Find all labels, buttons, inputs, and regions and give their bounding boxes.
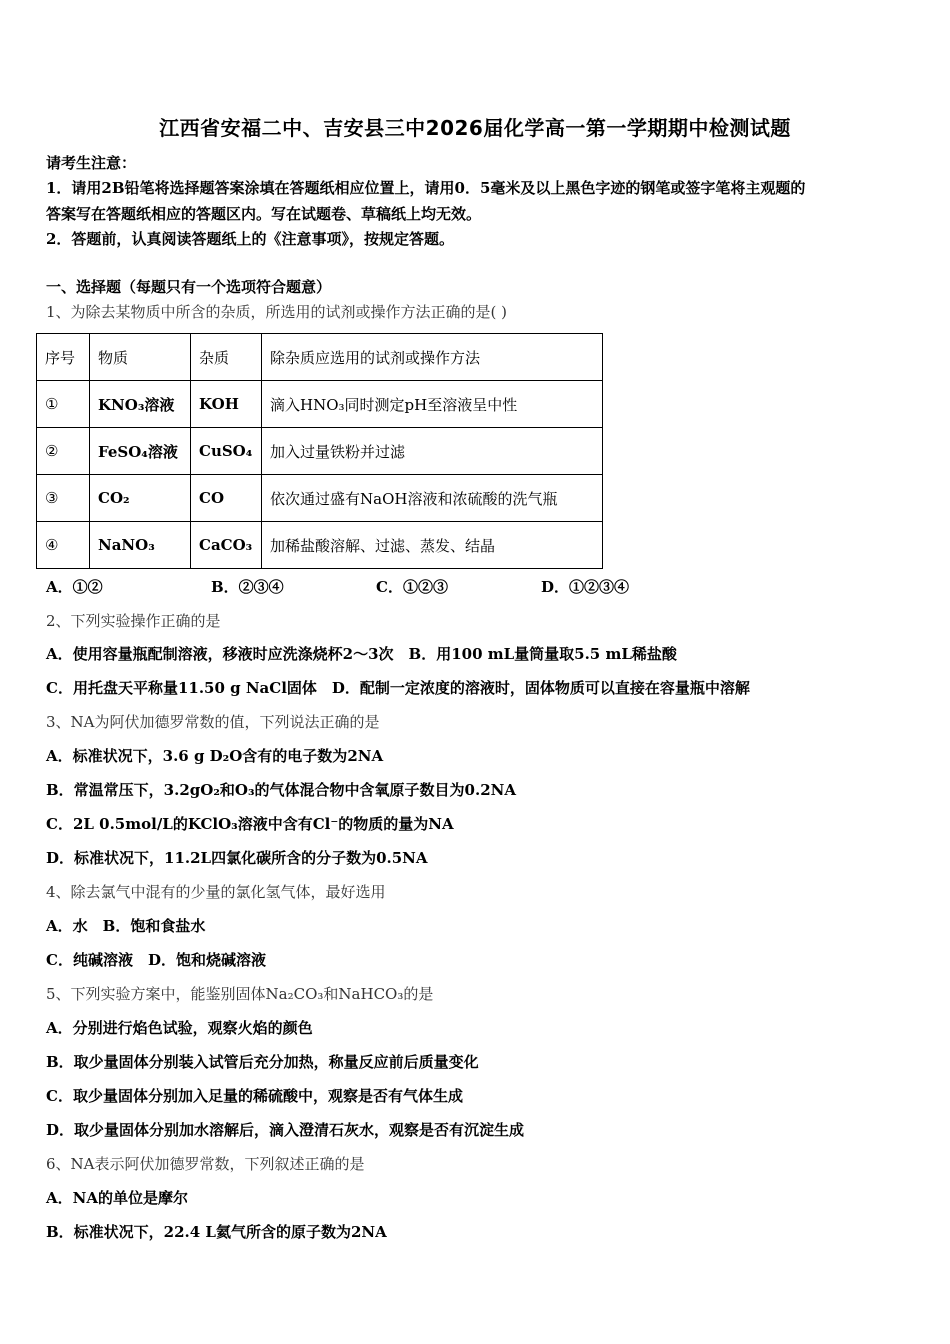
table-row bbox=[37, 428, 603, 475]
exam-title: 江西省安福二中、吉安县三中2026届化学高一第一学期期中检测试题 bbox=[159, 116, 791, 140]
option-b: B．②③④ bbox=[211, 578, 284, 596]
section-heading: 一、选择题（每题只有一个选项符合题意） bbox=[46, 278, 332, 296]
option-c: C．①②③ bbox=[376, 578, 448, 596]
question-4-options-ab: A．水 B．饱和食盐水 bbox=[46, 917, 206, 935]
question-6-option-b: B．标准状况下，22.4 L氦气所含的原子数为2NA bbox=[46, 1223, 387, 1241]
table-cell: NaNO₃ bbox=[90, 522, 191, 569]
option-a: A．①② bbox=[46, 578, 103, 596]
table-cell: KOH bbox=[191, 381, 262, 428]
question-1-stem: 1、为除去某物质中所含的杂质，所选用的试剂或操作方法正确的是( ) bbox=[46, 303, 508, 321]
question-2-options-cd: C．用托盘天平称量11.50 g NaCl固体 D．配制一定浓度的溶液时，固体物质可以直接在容量瓶中溶解 bbox=[46, 679, 750, 697]
table-cell: ① bbox=[37, 381, 90, 428]
question-5-option-a: A．分别进行焰色试验，观察火焰的颜色 bbox=[46, 1019, 313, 1037]
table-cell: 滴入HNO₃同时测定pH至溶液呈中性 bbox=[262, 381, 603, 428]
question-1-table bbox=[36, 333, 603, 569]
table-cell: ② bbox=[37, 428, 90, 475]
table-header-cell: 序号 bbox=[37, 334, 90, 381]
question-4-stem: 4、除去氯气中混有的少量的氯化氢气体，最好选用 bbox=[46, 883, 386, 901]
table-cell: 依次通过盛有NaOH溶液和浓硫酸的洗气瓶 bbox=[262, 475, 603, 522]
table-cell: KNO₃溶液 bbox=[90, 381, 191, 428]
table-cell: FeSO₄溶液 bbox=[90, 428, 191, 475]
question-3-option-b: B．常温常压下，3.2gO₂和O₃的气体混合物中含氧原子数目为0.2NA bbox=[46, 781, 516, 799]
table-cell: CO bbox=[191, 475, 262, 522]
question-6-option-a: A．NA的单位是摩尔 bbox=[46, 1189, 188, 1207]
table-cell: CO₂ bbox=[90, 475, 191, 522]
table-header-cell: 杂质 bbox=[191, 334, 262, 381]
table-cell: 加入过量铁粉并过滤 bbox=[262, 428, 603, 475]
notice-line-3: 2．答题前，认真阅读答题纸上的《注意事项》，按规定答题。 bbox=[46, 230, 454, 248]
table-cell: CaCO₃ bbox=[191, 522, 262, 569]
question-2-options-ab: A．使用容量瓶配制溶液，移液时应洗涤烧杯2～3次 B．用100 mL量筒量取5.5 mL稀盐酸 bbox=[46, 645, 677, 663]
table-header-cell: 物质 bbox=[90, 334, 191, 381]
table-cell: ③ bbox=[37, 475, 90, 522]
notice-heading: 请考生注意： bbox=[46, 154, 137, 172]
question-3-option-d: D．标准状况下，11.2L四氯化碳所含的分子数为0.5NA bbox=[46, 849, 428, 867]
question-1-options bbox=[46, 576, 706, 597]
option-d: D．①②③④ bbox=[541, 578, 630, 596]
question-3-option-c: C．2L 0.5mol/L的KClO₃溶液中含有Cl⁻的物质的量为NA bbox=[46, 815, 454, 833]
question-3-option-a: A．标准状况下，3.6 g D₂O含有的电子数为2NA bbox=[46, 747, 384, 765]
question-5-stem: 5、下列实验方案中，能鉴别固体Na₂CO₃和NaHCO₃的是 bbox=[46, 985, 434, 1003]
table-header-row bbox=[37, 334, 603, 381]
question-2-stem: 2、下列实验操作正确的是 bbox=[46, 612, 221, 630]
question-5-option-d: D．取少量固体分别加水溶解后，滴入澄清石灰水，观察是否有沉淀生成 bbox=[46, 1121, 525, 1139]
question-5-option-b: B．取少量固体分别装入试管后充分加热，称量反应前后质量变化 bbox=[46, 1053, 479, 1071]
table-row bbox=[37, 381, 603, 428]
notice-line-1: 1．请用2B铅笔将选择题答案涂填在答题纸相应位置上，请用0．5毫米及以上黑色字迹的钢笔或签字笔将主观题的 bbox=[46, 179, 806, 197]
table-row bbox=[37, 522, 603, 569]
notice-line-2: 答案写在答题纸相应的答题区内。写在试题卷、草稿纸上均无效。 bbox=[46, 205, 482, 223]
table-cell: 加稀盐酸溶解、过滤、蒸发、结晶 bbox=[262, 522, 603, 569]
question-5-option-c: C．取少量固体分别加入足量的稀硫酸中，观察是否有气体生成 bbox=[46, 1087, 463, 1105]
table-cell: ④ bbox=[37, 522, 90, 569]
question-3-stem: 3、NA为阿伏加德罗常数的值，下列说法正确的是 bbox=[46, 713, 380, 731]
table-row bbox=[37, 475, 603, 522]
question-4-options-cd: C．纯碱溶液 D．饱和烧碱溶液 bbox=[46, 951, 266, 969]
question-6-stem: 6、NA表示阿伏加德罗常数，下列叙述正确的是 bbox=[46, 1155, 365, 1173]
table-cell: CuSO₄ bbox=[191, 428, 262, 475]
table-header-cell: 除杂质应选用的试剂或操作方法 bbox=[262, 334, 603, 381]
